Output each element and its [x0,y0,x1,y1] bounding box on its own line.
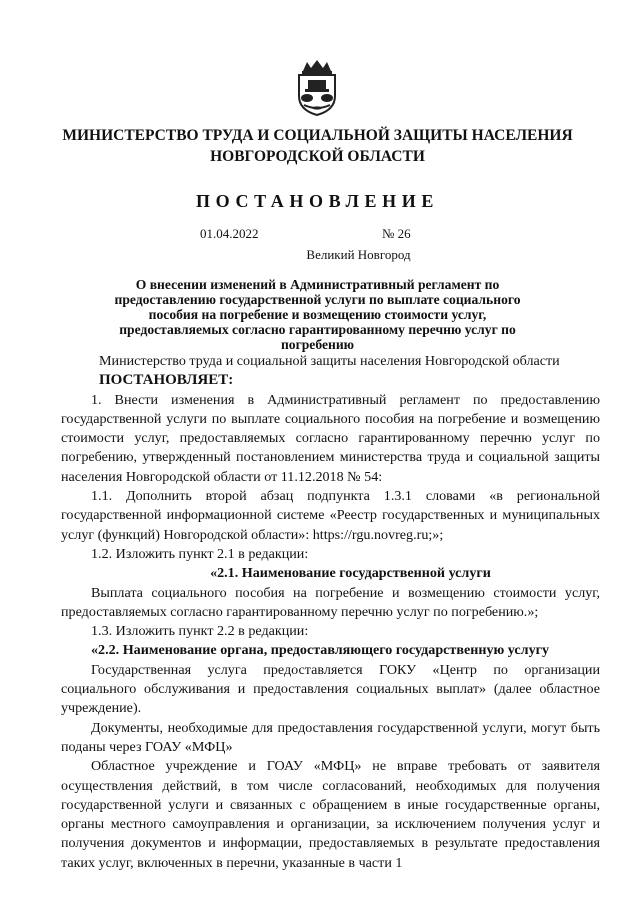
item-1-2: 1.2. Изложить пункт 2.1 в редакции: [91,545,309,562]
ministry-name-line1: МИНИСТЕРСТВО ТРУДА И СОЦИАЛЬНОЙ ЗАЩИТЫ НАСЕЛЕНИЯ [62,127,573,144]
novgorod-coat-of-arms-icon [294,58,340,116]
intro-paragraph: Министерство труда и социальной защиты населения Новгородской области [99,353,560,369]
item-1-1: 1.1. Дополнить второй абзац подпункта 1.3.1 словами «в региональной государственной информационной системе «Реестр государственных и муниципальных услуг (функций) Новгородской области»: https://rgu.novreg.ru;»; [61,488,600,543]
document-subject: О внесении изменений в Административный регламент по предоставлению государственной услуги по выплате социального пособия на погребение и возмещению стоимости услуг, предоставляемых согласно гарантированному перечню услуг по погребению [114,277,521,352]
item-1: 1. Внести изменения в Административный регламент по предоставлению государственной услуги по выплате социального пособия на погребение и возмещению стоимости услуг, предоставляемых согласно гарантированному перечню услуг по погребению, утвержденный постановлением министерства труда и социальной защиты населения Новгородской области от 11.12.2018 № 54: [61,391,600,485]
paragraph-2-1: Выплата социального пособия на погребение и возмещению стоимости услуг, предоставляемых согласно гарантированному перечню услуг по погребению.»; [61,584,600,620]
document-body [61,352,600,873]
ministry-name-line2: НОВГОРОДСКОЙ ОБЛАСТИ [210,148,425,165]
document-city: Великий Новгород [306,247,411,262]
heading-2-1: «2.1. Наименование государственной услуги [210,565,491,582]
paragraph-2-2-c: Областное учреждение и ГОАУ «МФЦ» не вправе требовать от заявителя осуществления действий, в том числе согласований, необходимых для получения государственной услуги и связанных с обращением в иные государственные органы, органы местного самоуправления и организации, за исключением получения услуг и получения документов и информации, предоставляемых в результате предоставления таких услуг, включенных в перечни, указанные в части 1 [61,758,600,871]
heading-2-2: «2.2. Наименование органа, предоставляющего государственную услугу [91,642,550,659]
document-type-title: ПОСТАНОВЛЕНИЕ [196,191,439,211]
paragraph-2-2-a: Государственная услуга предоставляется ГОКУ «Центр по организации социального обслуживания и предоставления социальных выплат» (далее областное учреждение). [61,661,600,717]
document-date: 01.04.2022 [200,226,259,241]
paragraph-2-2-b: Документы, необходимые для предоставления государственной услуги, могут быть поданы через ГОАУ «МФЦ» [61,719,600,755]
ministry-name [40,125,595,167]
document-number: № 26 [382,226,411,241]
resolves-heading: ПОСТАНОВЛЯЕТ: [99,372,234,389]
item-1-3: 1.3. Изложить пункт 2.2 в редакции: [91,623,309,640]
